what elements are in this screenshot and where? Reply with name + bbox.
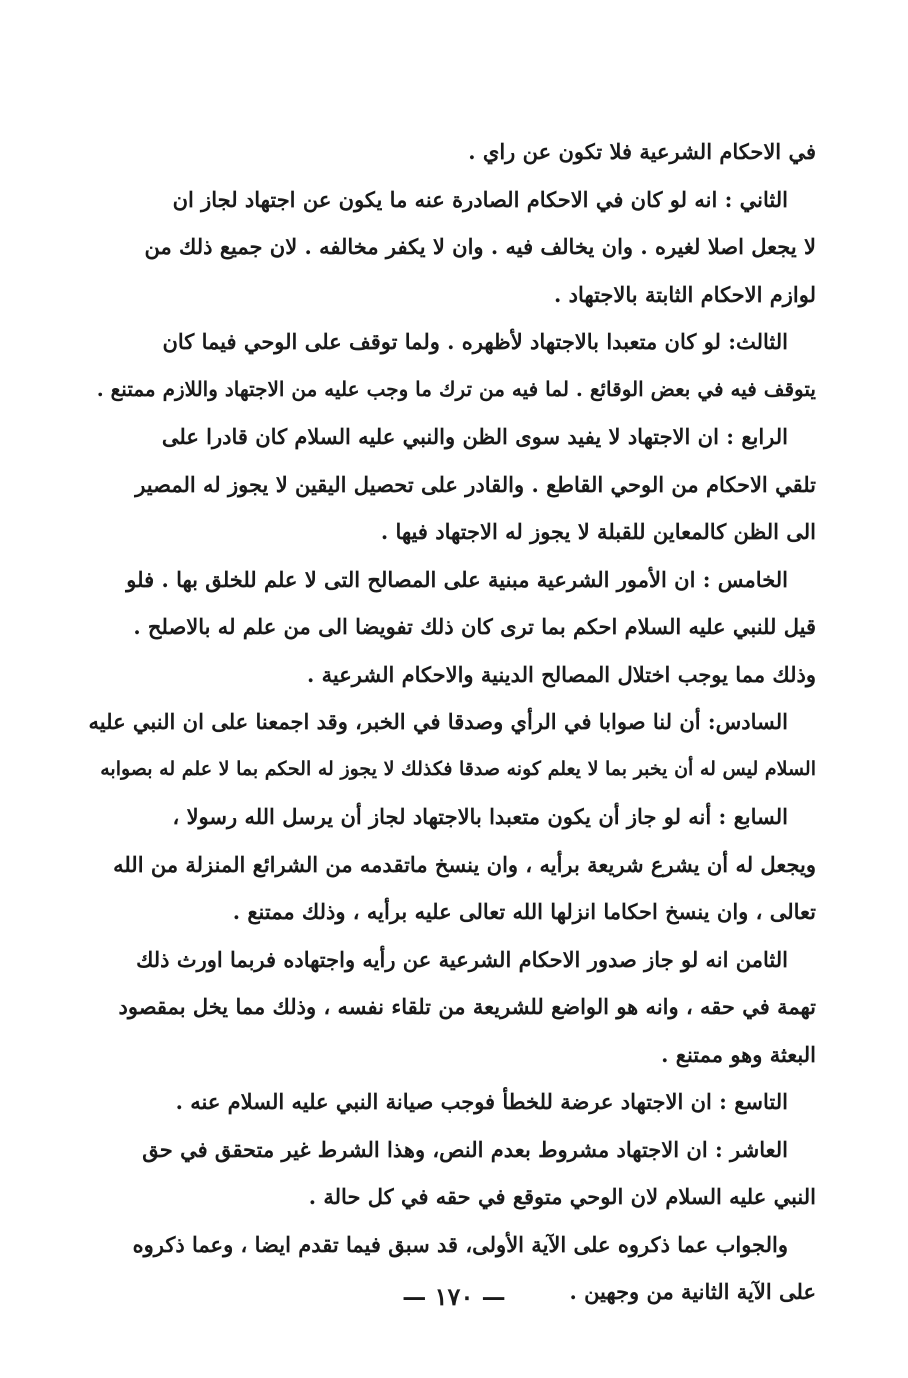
paragraph: [88, 556, 816, 699]
paragraph: [88, 176, 816, 319]
text-line: يتوقف فيه في بعض الوقائع . لما فيه من ترك ما وجب عليه من الاجتهاد واللازم ممتنع .: [96, 376, 816, 401]
body-text: [88, 128, 816, 1316]
text-line: الثاني : انه لو كان في الاحكام الصادرة عنه ما يكون عن اجتهاد لجاز ان: [172, 186, 788, 212]
text-line: ويجعل له أن يشرع شريعة برأيه ، وان ينسخ ماتقدمه من الشرائع المنزلة من الله: [113, 851, 816, 877]
text-line: الثالث: لو كان متعبدا بالاجتهاد لأظهره . ولما توقف على الوحي فيما كان: [162, 329, 788, 354]
text-line: العاشر : ان الاجتهاد مشروط بعدم النص، وهذا الشرط غير متحقق في حق: [142, 1136, 788, 1162]
text-line: لا يجعل اصلا لغيره . وان يخالف فيه . وان لا يكفر مخالفه . لان جميع ذلك من: [144, 234, 816, 259]
text-line: لوازم الاحكام الثابتة بالاجتهاد .: [554, 281, 816, 307]
text-line: الثامن انه لو جاز صدور الاحكام الشرعية عن رأيه واجتهاده فربما اورث ذلك: [136, 946, 788, 972]
text-line: تعالى ، وان ينسخ احكاما انزلها الله تعالى عليه برأيه ، وذلك ممتنع .: [232, 899, 816, 924]
text-line: على الآية الثانية من وجهين .: [569, 1279, 816, 1304]
text-line: في الاحكام الشرعية فلا تكون عن راي .: [468, 139, 816, 164]
paragraph: [88, 318, 816, 413]
text-line: وذلك مما يوجب اختلال المصالح الدينية والاحكام الشرعية .: [307, 661, 816, 687]
text-line: قيل للنبي عليه السلام احكم بما ترى كان ذلك تفويضا الى من علم له بالاصلح .: [133, 614, 816, 639]
text-line: الرابع : ان الاجتهاد لا يفيد سوى الظن والنبي عليه السلام كان قادرا على: [161, 424, 788, 449]
paragraph: [88, 413, 816, 556]
text-line: السابع : أنه لو جاز أن يكون متعبدا بالاجتهاد لجاز أن يرسل الله رسولا ،: [172, 804, 788, 829]
paragraph: [88, 793, 816, 936]
text-line: تهمة في حقه ، وانه هو الواضع للشريعة من تلقاء نفسه ، وذلك مما يخل بمقصود: [118, 994, 816, 1019]
text-line: تلقي الاحكام من الوحي القاطع . والقادر على تحصيل اليقين لا يجوز له المصير: [135, 471, 816, 497]
page-number: — ١٧٠ —: [402, 1282, 506, 1311]
paragraph: [88, 936, 816, 1079]
text-line: السادس: أن لنا صوابا في الرأي وصدقا في الخبر، وقد اجمعنا على ان النبي عليه: [88, 709, 788, 734]
text-line: السلام ليس له أن يخبر بما لا يعلم كونه صدقا فكذلك لا يجوز له الحكم بما لا علم له بصوابه: [100, 757, 816, 780]
text-line: الى الظن كالمعاين للقبلة لا يجوز له الاجتهاد فيها .: [380, 519, 816, 544]
paragraph: [88, 128, 816, 176]
text-line: البعثة وهو ممتنع .: [661, 1041, 816, 1067]
text-line: التاسع : ان الاجتهاد عرضة للخطأ فوجب صيانة النبي عليه السلام عنه .: [175, 1089, 788, 1114]
paragraph: [88, 1126, 816, 1221]
text-line: الخامس : ان الأمور الشرعية مبنية على المصالح التى لا علم للخلق بها . فلو: [126, 566, 788, 592]
paragraph: [88, 1078, 816, 1126]
paragraph: [88, 698, 816, 793]
text-line: النبي عليه السلام لان الوحي متوقع في حقه في كل حالة .: [308, 1184, 816, 1209]
text-line: والجواب عما ذكروه على الآية الأولى، قد سبق فيما تقدم ايضا ، وعما ذكروه: [132, 1231, 788, 1257]
